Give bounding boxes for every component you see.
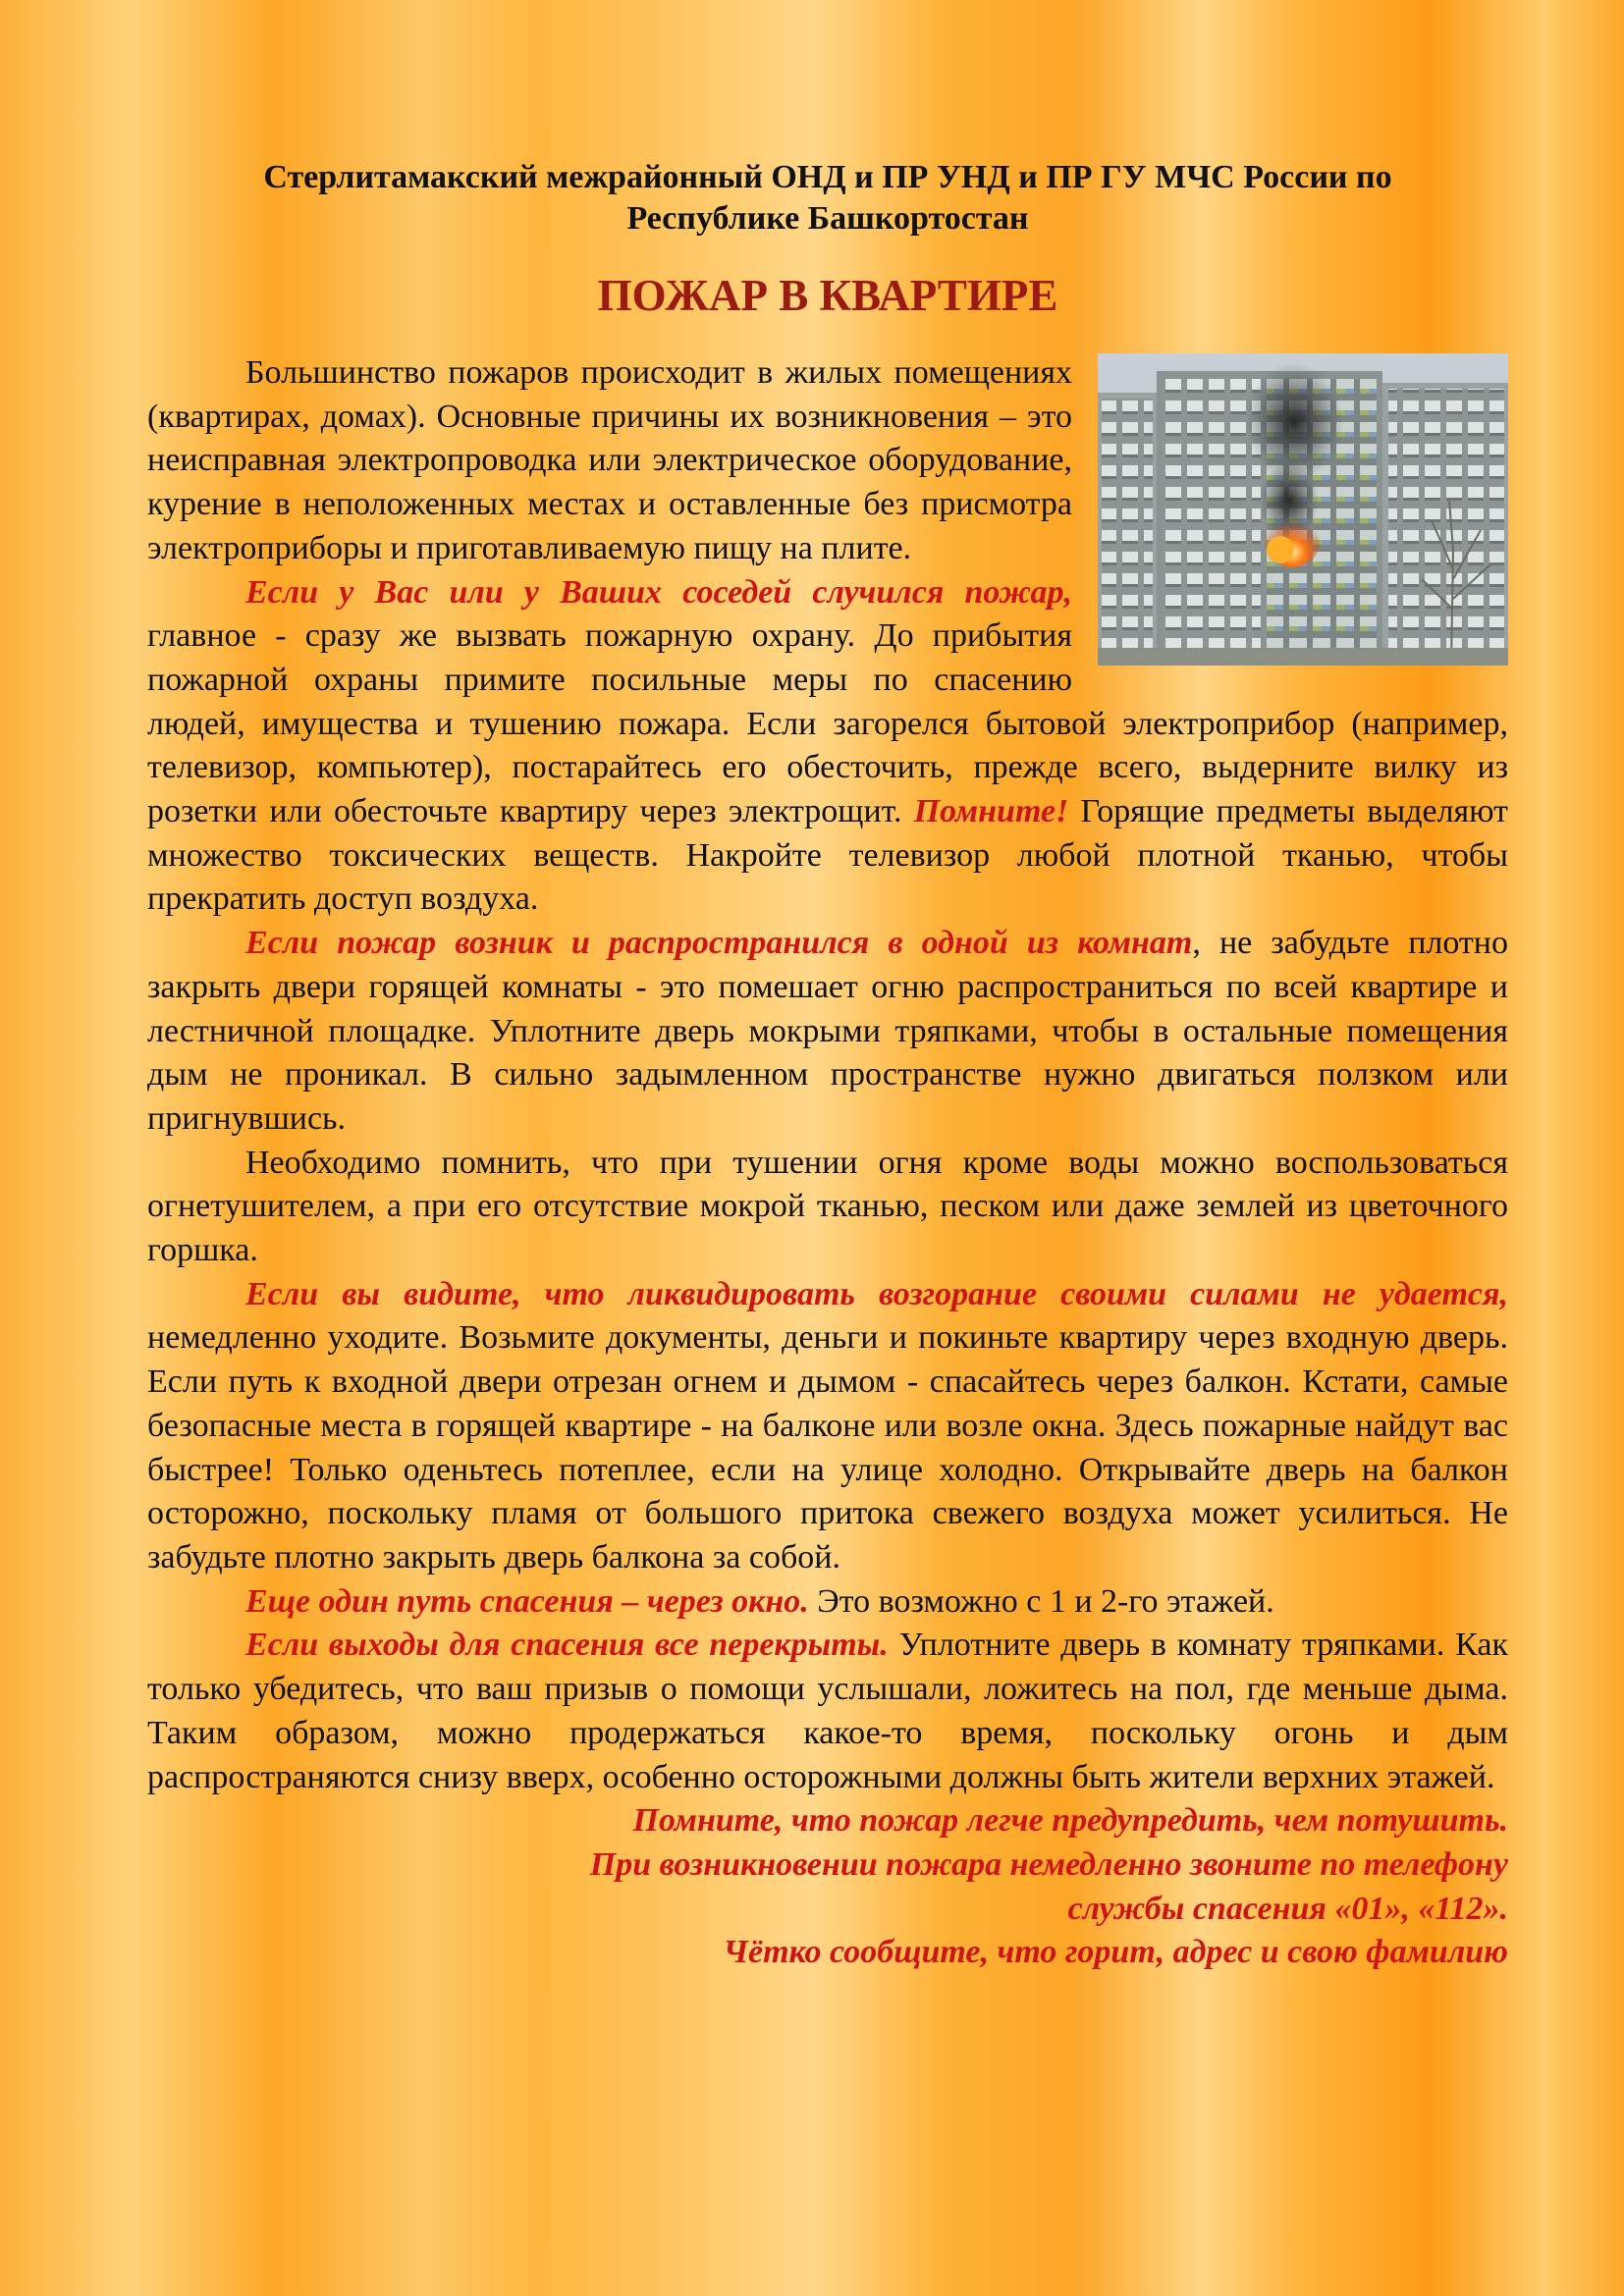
paragraph-2-highlight-2: Помните! xyxy=(913,793,1069,830)
paragraph-6-text: Это возможно с 1 и 2-го этажей. xyxy=(808,1582,1274,1620)
paragraph-7-highlight: Если выходы для спасения все перекрыты. xyxy=(245,1627,889,1664)
closing-line-1: Помните, что пожар легче предупредить, чем потушить. xyxy=(632,1802,1508,1840)
closing-line-4: Чётко сообщите, что горит, адрес и свою фамилию xyxy=(723,1934,1508,1971)
paragraph-5-highlight: Если вы видите, что ликвидировать возгорание своими силами не удается, xyxy=(245,1275,1508,1312)
paragraph-1-text: Большинство пожаров происходит в жилых помещениях (квартирах, домах). Основные причины их возникновения – это неисправная электропроводка или электрическое оборудование, курение в неположенных местах и оставленные без присмотра электроприборы и приготавливаемую пищу на плите. xyxy=(147,354,1072,566)
document-page xyxy=(147,157,1508,1975)
page-title: ПОЖАР В КВАРТИРЕ xyxy=(597,271,1058,320)
paragraph-4-text: Необходимо помнить, что при тушении огня кроме воды можно воспользоваться огнетушителем, а при его отсутствие мокрой тканью, песком или даже землей из цветочного горшка. xyxy=(147,1144,1508,1269)
closing-line-3: службы спасения «01», «112». xyxy=(1067,1890,1508,1927)
paragraph-3-highlight: Если пожар возник и распространился в одной из комнат xyxy=(245,925,1193,962)
closing-reminder xyxy=(147,1799,1508,1975)
paragraph-5-text: немедленно уходите. Возьмите документы, деньги и покиньте квартиру через входную дверь. Если путь к входной двери отрезан огнем и дымом - спасайтесь через балкон. Кстати, самые безопасные места в горящей квартире - на балконе или возле окна. Здесь пожарные найдут вас быстрее! Только оденьтесь потеплее, если на улице холодно. Открывайте дверь на балкон осторожно, поскольку пламя от большого притока свежего воздуха может усилиться. Не забудьте плотно закрыть дверь балкона за собой. xyxy=(147,1319,1508,1575)
paragraph-2-highlight: Если у Вас или у Ваших соседей случился пожар, xyxy=(245,573,1072,611)
paragraph-3-text: , не забудьте плотно закрыть двери горящей комнаты - это помешает огню распространиться по всей квартире и лестничной площадке. Уплотните дверь мокрыми тряпками, чтобы в остальные помещения дым не проникал. В сильно задымленном пространстве нужно двигаться ползком или пригнувшись. xyxy=(147,925,1508,1137)
document-body xyxy=(147,351,1508,1799)
organization-line-2: Республике Башкортостан xyxy=(626,200,1029,237)
paragraph-2-text: главное - сразу же вызвать пожарную охрану. До прибытия пожарной охраны примите посильные меры по спасению людей, имущества и тушению пожара. Если загорелся бытовой электроприбор (например, телевизор, компьютер), постарайтесь его обесточить, прежде всего, выдерните вилку из розетки или обесточьте квартиру через электрощит. xyxy=(147,617,1508,830)
organization-heading xyxy=(147,157,1508,240)
paragraph-5 xyxy=(147,1273,1508,1580)
paragraph-2-text-2: Горящие предметы выделяют множество токсических веществ. Накройте телевизор любой плотной тканью, чтобы прекратить доступ воздуха. xyxy=(147,793,1508,918)
paragraph-6-highlight: Еще один путь спасения – через окно. xyxy=(245,1582,809,1620)
paragraph-7-text: Уплотните дверь в комнату тряпками. Как только убедитесь, что ваш призыв о помощи услышали, ложитесь на пол, где меньше дыма. Таким образом, можно продержаться какое-то время, поскольку огонь и дым распространяются снизу вверх, особенно осторожными должны быть жители верхних этажей. xyxy=(147,1627,1508,1795)
paragraph-7 xyxy=(147,1624,1508,1799)
organization-line-1: Стерлитамакский межрайонный ОНД и ПР УНД и ПР ГУ МЧС России по xyxy=(263,159,1392,195)
closing-line-2: При возникновении пожара немедленно звоните по телефону xyxy=(589,1845,1508,1883)
paragraph-3 xyxy=(147,922,1508,1142)
burning-building-photo xyxy=(1098,353,1508,666)
paragraph-6 xyxy=(147,1580,1508,1625)
paragraph-4 xyxy=(147,1142,1508,1273)
